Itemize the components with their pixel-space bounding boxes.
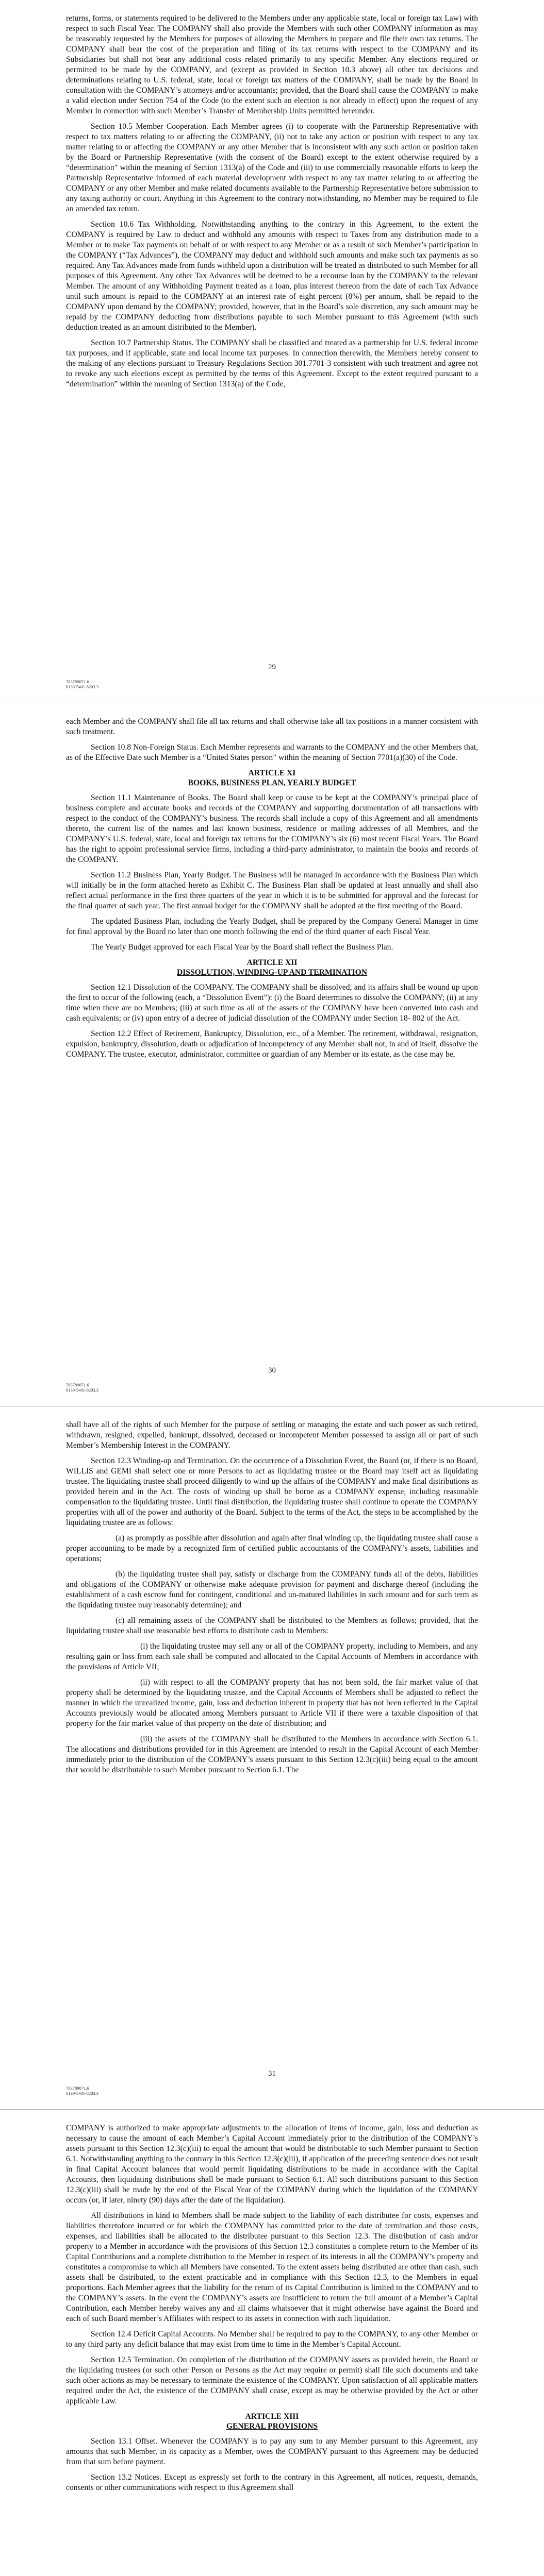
- article-number: ARTICLE XII: [246, 958, 298, 967]
- paragraph-distributions-in-kind: All distributions in kind to Members shall be made subject to the liability of each distributee for costs, expenses and liabilities theretofore incurred or for which the COMPANY has committed prior to the date of termination and those costs, expenses, and liabilities shall be allocated to the distributee pursuant to this Section 12.3. The distribution of cash and/or property to a Member in accordance with the provisions of this Section 12.3 constitutes a complete return to the Member of its Capital Contributions and a complete distribution to the Member in respect of its interests in all the COMPANY’s property and constitutes a compromise to which all Members have consented. To the extent assets being distributed are other than cash, such assets shall be distributed, to the extent practicable and in compliance with this Section 12.3, to the Members in equal proportions. Each Member agrees that the liability for the return of its Capital Contribution is limited to the COMPANY and to the COMPANY’s assets. In the event the COMPANY’s assets are insufficient to return the full amount of a Member’s Capital Contribution, each Member hereby waives any and all claims whatsoever that it might otherwise have against the Board and each of such Board member’s Affiliates with respect to its assets in connection with such liquidation.: [66, 2211, 478, 2323]
- paragraph-continuation: returns, forms, or statements required to be delivered to the Members under any applicable state, local or foreign tax Law) with respect to such Fiscal Year. The COMPANY shall also provide the Members with such other COMPANY information as may be reasonably requested by the Members for purposes of allowing the Members to prepare and file their own tax returns. The COMPANY shall bear the cost of the preparation and filing of its tax returns with respect to the COMPANY and its Subsidiaries but shall not bear any additional costs related primarily to any specific Member. Any elections required or permitted to be made by the COMPANY, and (except as provided in Section 10.3 above) all other tax decisions and determinations relating to U.S. federal, state, local or foreign tax matters of the COMPANY, shall be made by the Board in consultation with the COMPANY’s attorneys and/or accountants; provided, that the Board shall cause the COMPANY to make a valid election under Section 754 of the Code (to the extent such an election is not already in effect) upon the request of any Member in connection with such Member’s Transfer of Membership Units permitted hereunder.: [66, 14, 478, 115]
- article-xi-heading: [66, 768, 478, 788]
- paragraph-continuation: each Member and the COMPANY shall file all tax returns and shall otherwise take all tax positions in a manner consistent with such treatment.: [66, 717, 478, 736]
- page-number: 30: [268, 1366, 276, 1375]
- article-xiii-heading: [66, 2412, 478, 2431]
- section-12-3-winding-up: Section 12.3 Winding-up and Termination. On the occurrence of a Dissolution Event, the Board (or, if there is no Board, WILLIS and GEMI shall select one or more Persons to act as liquidating trustee or the Board may itself act as liquidating trustee. The liquidating trustee shall proceed diligently to wind up the affairs of the COMPANY and make final distributions as provided herein and in the Act. The costs of winding up shall be borne as a COMPANY expense, including reasonable compensation to the liquidating trustee. Until final distribution, the liquidating trustee shall continue to operate the COMPANY properties with all of the power and authority of the Board. Subject to the terms of the Act, the steps to be accomplished by the liquidating trustee are as follows:: [66, 1456, 478, 1527]
- section-11-1-maintenance-of-books: Section 11.1 Maintenance of Books. The Board shall keep or cause to be kept at the COMPANY’s principal place of business complete and accurate books and records of the COMPANY and supporting documentation of all transactions with respect to the conduct of the COMPANY’s business. The records shall include a copy of this Agreement and all amendments thereto, the current list of the names and last known business, residence or mailing addresses of all Members, and the COMPANY’s U.S. federal, state, local and foreign tax returns for the COMPANY’s six (6) most recent Fiscal Years. The Board has the right to appoint professional service firms, including a third-party administrator, to maintain the books and records of the COMPANY.: [66, 793, 478, 864]
- article-title: GENERAL PROVISIONS: [226, 2422, 318, 2431]
- page-body: [66, 13, 478, 395]
- section-13-2-notices: Section 13.2 Notices. Except as expressly set forth to the contrary in this Agreement, all notices, requests, demands, consents or other communications with respect to this Agreement shall: [66, 2473, 478, 2492]
- document-page-32: [0, 2110, 544, 2576]
- section-13-1-offset: Section 13.1 Offset. Whenever the COMPANY is to pay any sum to any Member pursuant to this Agreement, any amounts that such Member, in its capacity as a Member, owes the COMPANY pursuant to this Agreement may be deducted from that sum before payment.: [66, 2437, 478, 2466]
- section-12-4-deficit-capital-accounts: Section 12.4 Deficit Capital Accounts. No Member shall be required to pay to the COMPANY, to any other Member or to any third party any deficit balance that may exist from time to time in the Member’s Capital Account.: [66, 2330, 478, 2349]
- section-12-2-effect-of-retirement: Section 12.2 Effect of Retirement, Bankruptcy, Dissolution, etc., of a Member. The retirement, withdrawal, resignation, expulsion, bankruptcy, dissolution, death or adjudication of incompetency of any Member shall not, in and of itself, dissolve the COMPANY. The trustee, executor, administrator, committee or guardian of any Member or its estate, as the case may be,: [66, 1029, 478, 1059]
- document-page-29: [0, 0, 544, 703]
- section-12-5-termination: Section 12.5 Termination. On completion of the distribution of the COMPANY assets as provided herein, the Board or the liquidating trustees (or such other Person or Persons as the Act may require or permit) shall file such documents and take such other actions as may be necessary to terminate the existence of the COMPANY. Upon satisfaction of all applicable matters required under the Act, the existence of the COMPANY shall cease, except as may be otherwise provided by the Act or other applicable Law.: [66, 2355, 478, 2405]
- clause-ii-fair-market-value: (ii) with respect to all the COMPANY property that has not been sold, the fair market value of that property shall be determined by the liquidating trustee, and the Capital Accounts of Members shall be adjusted to reflect the manner in which the unrealized income, gain, loss and deduction inherent in property that has not been reflected in the Capital Accounts previously would be allocated among Members pursuant to Article VII if there were a taxable disposition of that property for the fair market value of that property on the date of distribution; and: [66, 1678, 478, 1728]
- article-number: ARTICLE XIII: [245, 2412, 299, 2421]
- document-id-line: 783789071.6: [66, 1382, 89, 1387]
- section-10-5-member-cooperation: Section 10.5 Member Cooperation. Each Member agrees (i) to cooperate with the Partnership Representative with respect to tax matters relating to or affecting the COMPANY, (ii) not to take any action or position with respect to any tax matter relating to or affecting the COMPANY or any other Member that is inconsistent with any such action or position taken by the Board or Partnership Representative (with the consent of the Board) except to the extent otherwise required by a “determination” within the meaning of Section 1313(a) of the Code and (iii) to use commercially reasonable efforts to keep the Partnership Representative informed of each material development with respect to any tax matter relating to or affecting the COMPANY or any other Member and make related documents available to the Partnership Representative before submission to any taxing authority or court. Anything in this Agreement to the contrary notwithstanding, no Member may be required to file an amended tax return.: [66, 122, 478, 213]
- article-title: DISSOLUTION, WINDING-UP AND TERMINATION: [176, 968, 368, 977]
- clause-a-accounting: (a) as promptly as possible after dissolution and again after final winding up, the liquidating trustee shall cause a proper accounting to be made by a recognized firm of certified public accountants of the COMPANY’s assets, liabilities and operations;: [66, 1534, 478, 1563]
- page-body: [66, 2123, 478, 2498]
- section-10-8-non-foreign-status: Section 10.8 Non-Foreign Status. Each Member represents and warrants to the COMPANY and the other Members that, as of the Effective Date such Member is a “United States person” within the meaning of Section 7701(a)(30) of the Code.: [66, 743, 478, 762]
- document-id: [66, 2086, 98, 2096]
- paragraph-business-plan-update: The updated Business Plan, including the Yearly Budget, shall be prepared by the Company General Manager in time for final approval by the Board no later than one month following the end of the third quarter of each Fiscal Year.: [66, 917, 478, 936]
- section-11-2-business-plan: Section 11.2 Business Plan, Yearly Budget. The Business will be managed in accordance with the Business Plan which will initially be in the form attached hereto as Exhibit C. The Business Plan shall be updated at least annually and shall also reflect actual performance in the first three quarters of the year in which it is to be submitted for approval and the forecast for the final quarter of such year. The first annual budget for the COMPANY shall be adopted at the first meeting of the Board.: [66, 871, 478, 910]
- document-id-line: 6139-5401-8203.3: [66, 2091, 99, 2096]
- page-body: [66, 717, 478, 1065]
- document-id-line: 6139-5401-8203.3: [66, 684, 99, 689]
- document-id-line: 783789071.6: [66, 679, 89, 684]
- document-id-line: 6139-5401-8203.3: [66, 1387, 99, 1393]
- section-12-1-dissolution: Section 12.1 Dissolution of the COMPANY. The COMPANY shall be dissolved, and its affairs shall be wound up upon the first to occur of the following (each, a “Dissolution Event”): (i) the Board determines to dissolve the COMPANY; (ii) at any time when there are no Members; (iii) at such time as all of the assets of the COMPANY have been converted into cash and cash equivalents; or (iv) upon entry of a decree of judicial dissolution of the COMPANY under Section 18- 802 of the Act.: [66, 983, 478, 1023]
- page-body: [66, 1420, 478, 1781]
- clause-i-sale: (i) the liquidating trustee may sell any or all of the COMPANY property, including to Members, and any resulting gain or loss from each sale shall be computed and allocated to the Capital Accounts of Members in accordance with the provisions of Article VII;: [66, 1642, 478, 1671]
- document-id: [66, 679, 98, 689]
- paragraph-continuation: COMPANY is authorized to make appropriate adjustments to the allocation of items of income, gain, loss and deduction as necessary to cause the amount of each Member’s Capital Account immediately prior to the distribution of the COMPANY’s assets pursuant to this Section 12.3(c)(iii) to equal the amount that would be distributable to such Member pursuant to Section 6.1. Notwithstanding anything to the contrary in this Section 12.3(c)(iii), if application of the preceding sentence does not result in final Capital Account balances that would permit liquidating distributions to be made in accordance with the Capital Accounts, then liquidating distributions shall be made pursuant to Section 6.1. All such distributions pursuant to this Section 12.3(c)(iii) shall be made by the end of the Fiscal Year of the COMPANY during which the liquidation of the COMPANY occurs (or, if later, ninety (90) days after the date of the liquidation).: [66, 2124, 478, 2205]
- article-number: ARTICLE XI: [248, 769, 296, 777]
- document-id: [66, 1382, 98, 1393]
- clause-b-debts: (b) the liquidating trustee shall pay, satisfy or discharge from the COMPANY funds all of the debts, liabilities and obligations of the COMPANY or otherwise make adequate provision for payment and discharge thereof (including the establishment of a cash escrow fund for contingent, conditional and un-matured liabilities in such amount and for such term as the liquidating trustee may reasonably determine); and: [66, 1570, 478, 1609]
- section-10-7-partnership-status: Section 10.7 Partnership Status. The COMPANY shall be classified and treated as a partnership for U.S. federal income tax purposes, and if applicable, state and local income tax purposes. In connection therewith, the Members hereby consent to the making of any elections pursuant to Treasury Regulations Section 301.7701-3 consistent with such treatment and agree not to revoke any such elections except as permitted by the terms of this Agreement. Except to the extent required pursuant to a “determination” within the meaning of Section 1313(a) of the Code,: [66, 338, 478, 388]
- article-title: BOOKS, BUSINESS PLAN, YEARLY BUDGET: [188, 778, 356, 787]
- paragraph-continuation: shall have all of the rights of such Member for the purpose of settling or managing the estate and such power as such retired, withdrawn, resigned, expelled, bankrupt, dissolved, deceased or incompetent Member possessed to assign all or part of such Member’s Membership Interest in the COMPANY.: [66, 1420, 478, 1450]
- section-10-6-tax-withholding: Section 10.6 Tax Withholding. Notwithstanding anything to the contrary in this Agreement, to the extent the COMPANY is required by Law to deduct and withhold any amounts with respect to Taxes from any distribution made to a Member or to make Tax payments on behalf of or with respect to any Member or as a result of such Member’s participation in the COMPANY (“Tax Advances”), the COMPANY may deduct and withhold such amounts and make such tax payments as so required. Any Tax Advances made from funds withheld upon a distribution will be treated as distributed to such Member for all purposes of this Agreement. Any other Tax Advances will be deemed to be a recourse loan by the COMPANY to the relevant Member. The amount of any Withholding Payment treated as a loan, plus interest thereon from the date of each Tax Advance until such amount is repaid to the COMPANY at an interest rate of eight percent (8%) per annum, shall be repaid to the COMPANY upon demand by the COMPANY; provided, however, that in the Board’s sole discretion, any such amount may be repaid by the COMPANY deducting from distributions payable to such Member pursuant to this Agreement (with such deduction treated as an amount distributed to the Member).: [66, 220, 478, 332]
- article-xii-heading: [66, 958, 478, 977]
- document-page-30: [0, 703, 544, 1406]
- paragraph-yearly-budget: The Yearly Budget approved for each Fiscal Year by the Board shall reflect the Business Plan.: [91, 943, 393, 952]
- page-number: 29: [268, 663, 276, 671]
- document-id-line: 783789071.6: [66, 2086, 89, 2091]
- clause-iii-asset-distribution: (iii) the assets of the COMPANY shall be distributed to the Members in accordance with Section 6.1. The allocations and distributions provided for in this Agreement are intended to result in the Capital Account of each Member immediately prior to the distribution of the COMPANY’s assets pursuant to this Section 12.3(c)(iii) being equal to the amount that would be distributable to such Member pursuant to Section 6.1. The: [66, 1735, 478, 1774]
- page-number: 31: [268, 2070, 276, 2078]
- clause-c-distribution: (c) all remaining assets of the COMPANY shall be distributed to the Members as follows; provided, that the liquidating trustee shall use reasonable best efforts to distribute cash to Members:: [66, 1616, 478, 1635]
- document-page-31: [0, 1406, 544, 2109]
